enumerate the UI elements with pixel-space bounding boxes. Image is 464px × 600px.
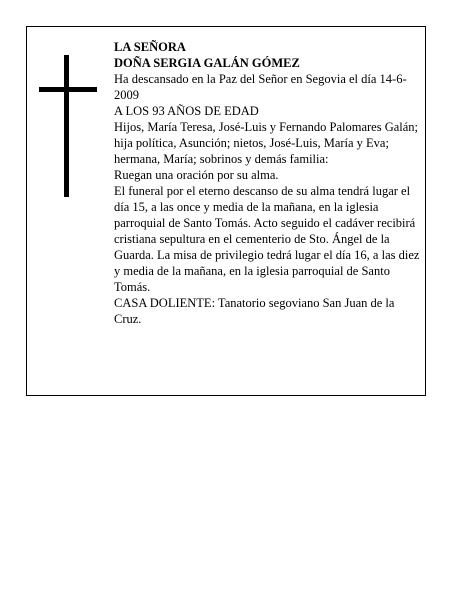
cross-vertical-bar — [64, 55, 69, 197]
latin-cross-icon — [39, 55, 97, 197]
funeral-details: El funeral por el eterno descanso de su alma tendrá lugar el día 15, a las once y media de la mañana, en la iglesia parroquial de Santo Tomás. Acto seguido el cadáver recibirá cristiana sepultura en el cementerio de Sto. Ángel de la Guarda. La misa de privilegio tedrá lugar el día 16, a las diez y media de la mañana, en la iglesia parroquial de Santo Tomás. — [114, 184, 420, 294]
deceased-name: DOÑA SERGIA GALÁN GÓMEZ — [114, 56, 300, 70]
obituary-text — [114, 39, 424, 327]
cross-horizontal-bar — [39, 87, 97, 92]
family-list: Hijos, María Teresa, José-Luis y Fernando Palomares Galán; hija política, Asunción; nietos, José-Luis, María y Eva; hermana, María; sobrinos y demás familia: — [114, 120, 419, 166]
mourning-house: CASA DOLIENTE: Tanatorio segoviano San Juan de la Cruz. — [114, 296, 395, 326]
obituary-notice-frame — [26, 26, 426, 396]
prayer-request: Ruegan una oración por su alma. — [114, 168, 279, 182]
notice-title: LA SEÑORA — [114, 40, 186, 54]
death-statement: Ha descansado en la Paz del Señor en Segovia el día 14-6-2009 — [114, 72, 407, 102]
age-line: A LOS 93 AÑOS DE EDAD — [114, 104, 259, 118]
